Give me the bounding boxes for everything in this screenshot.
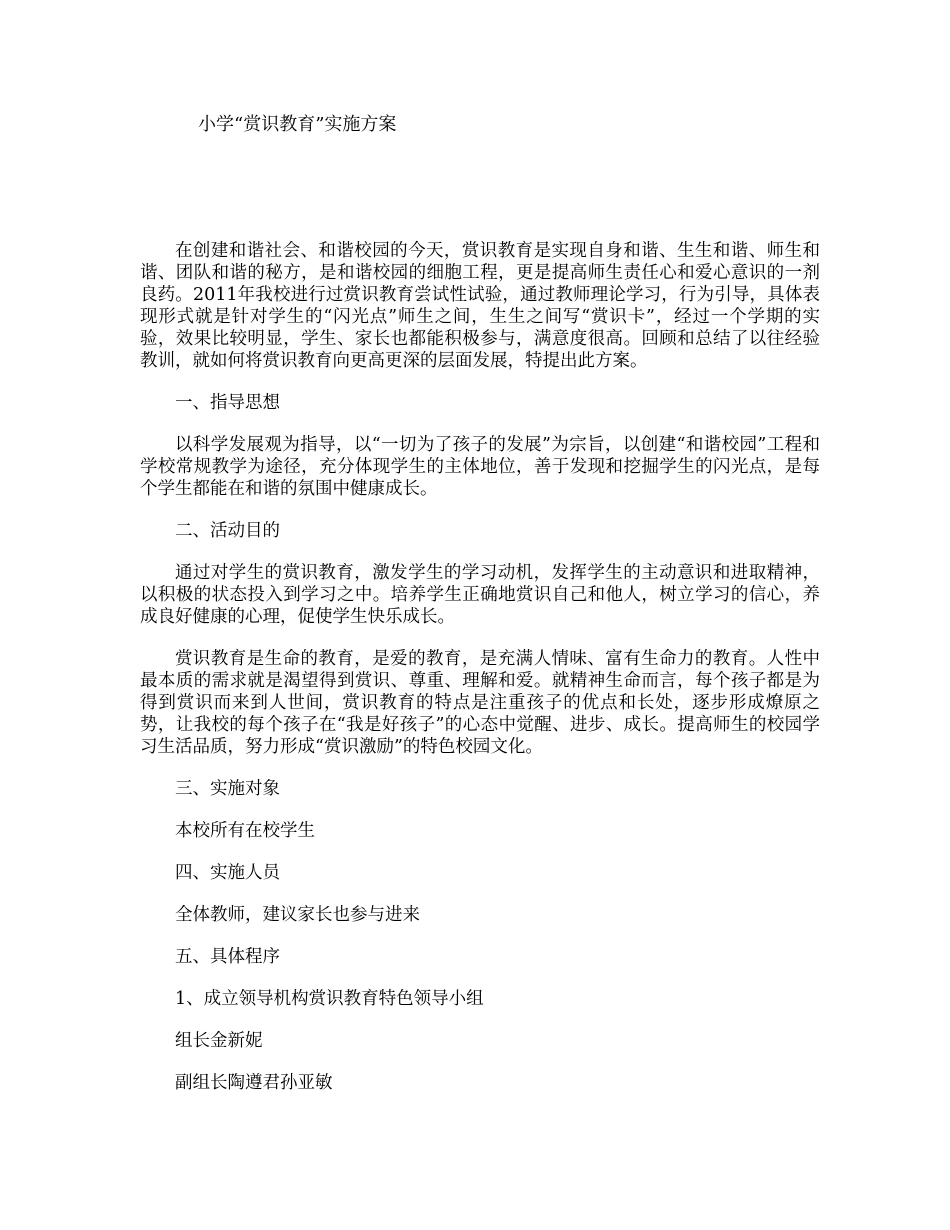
vice-group-leader: 副组长陶遵君孙亚敏: [175, 1073, 333, 1093]
document-title: 小学“赏识教育”实施方案: [198, 114, 397, 135]
section-heading-activity-purpose: 二、活动目的: [175, 521, 280, 541]
procedure-item-1: 1、成立领导机构赏识教育特色领导小组: [175, 989, 484, 1009]
activity-purpose-paragraph-2: 赏识教育是生命的教育，是爱的教育，是充满人情味、富有生命力的教育。人性中最本质的需求就是渴望得到赏识、尊重、理解和爱。就精神生命而言，每个孩子都是为得到赏识而来到人世间，赏识教育的特点是注重孩子的优点和长处，逐步形成燎原之势，让我校的每个孩子在“我是好孩子”的心态中觉醒、进步、成长。提高师生的校园学习生活品质，努力形成“赏识激励”的特色校园文化。: [140, 649, 820, 757]
personnel-text: 全体教师，建议家长也参与进来: [175, 905, 420, 925]
document-body: [140, 240, 820, 1094]
section-heading-guiding-thought: 一、指导思想: [175, 393, 280, 413]
target-text: 本校所有在校学生: [175, 821, 315, 841]
section-heading-target: 三、实施对象: [175, 779, 280, 799]
section-heading-personnel: 四、实施人员: [175, 863, 280, 883]
activity-purpose-paragraph-1: 通过对学生的赏识教育，激发学生的学习动机，发挥学生的主动意识和进取精神，以积极的状态投入到学习之中。培养学生正确地赏识自己和他人，树立学习的信心，养成良好健康的心理，促使学生快乐成长。: [140, 563, 820, 627]
section-heading-procedure: 五、具体程序: [175, 947, 280, 967]
guiding-thought-paragraph: 以科学发展观为指导，以“一切为了孩子的发展”为宗旨，以创建“和谐校园”工程和学校常规教学为途径，充分体现学生的主体地位，善于发现和挖掘学生的闪光点，是每个学生都能在和谐的氛围中健康成长。: [140, 435, 820, 499]
intro-paragraph: 在创建和谐社会、和谐校园的今天，赏识教育是实现自身和谐、生生和谐、师生和谐、团队和谐的秘方，是和谐校园的细胞工程，更是提高师生责任心和爱心意识的一剂良药。2011年我校进行过赏识教育尝试性试验，通过教师理论学习，行为引导，具体表现形式就是针对学生的“闪光点”师生之间，生生之间写“赏识卡”，经过一个学期的实验，效果比较明显，学生、家长也都能积极参与，满意度很高。回顾和总结了以往经验教训，就如何将赏识教育向更高更深的层面发展，特提出此方案。: [140, 241, 820, 371]
group-leader: 组长金新妮: [175, 1031, 263, 1051]
